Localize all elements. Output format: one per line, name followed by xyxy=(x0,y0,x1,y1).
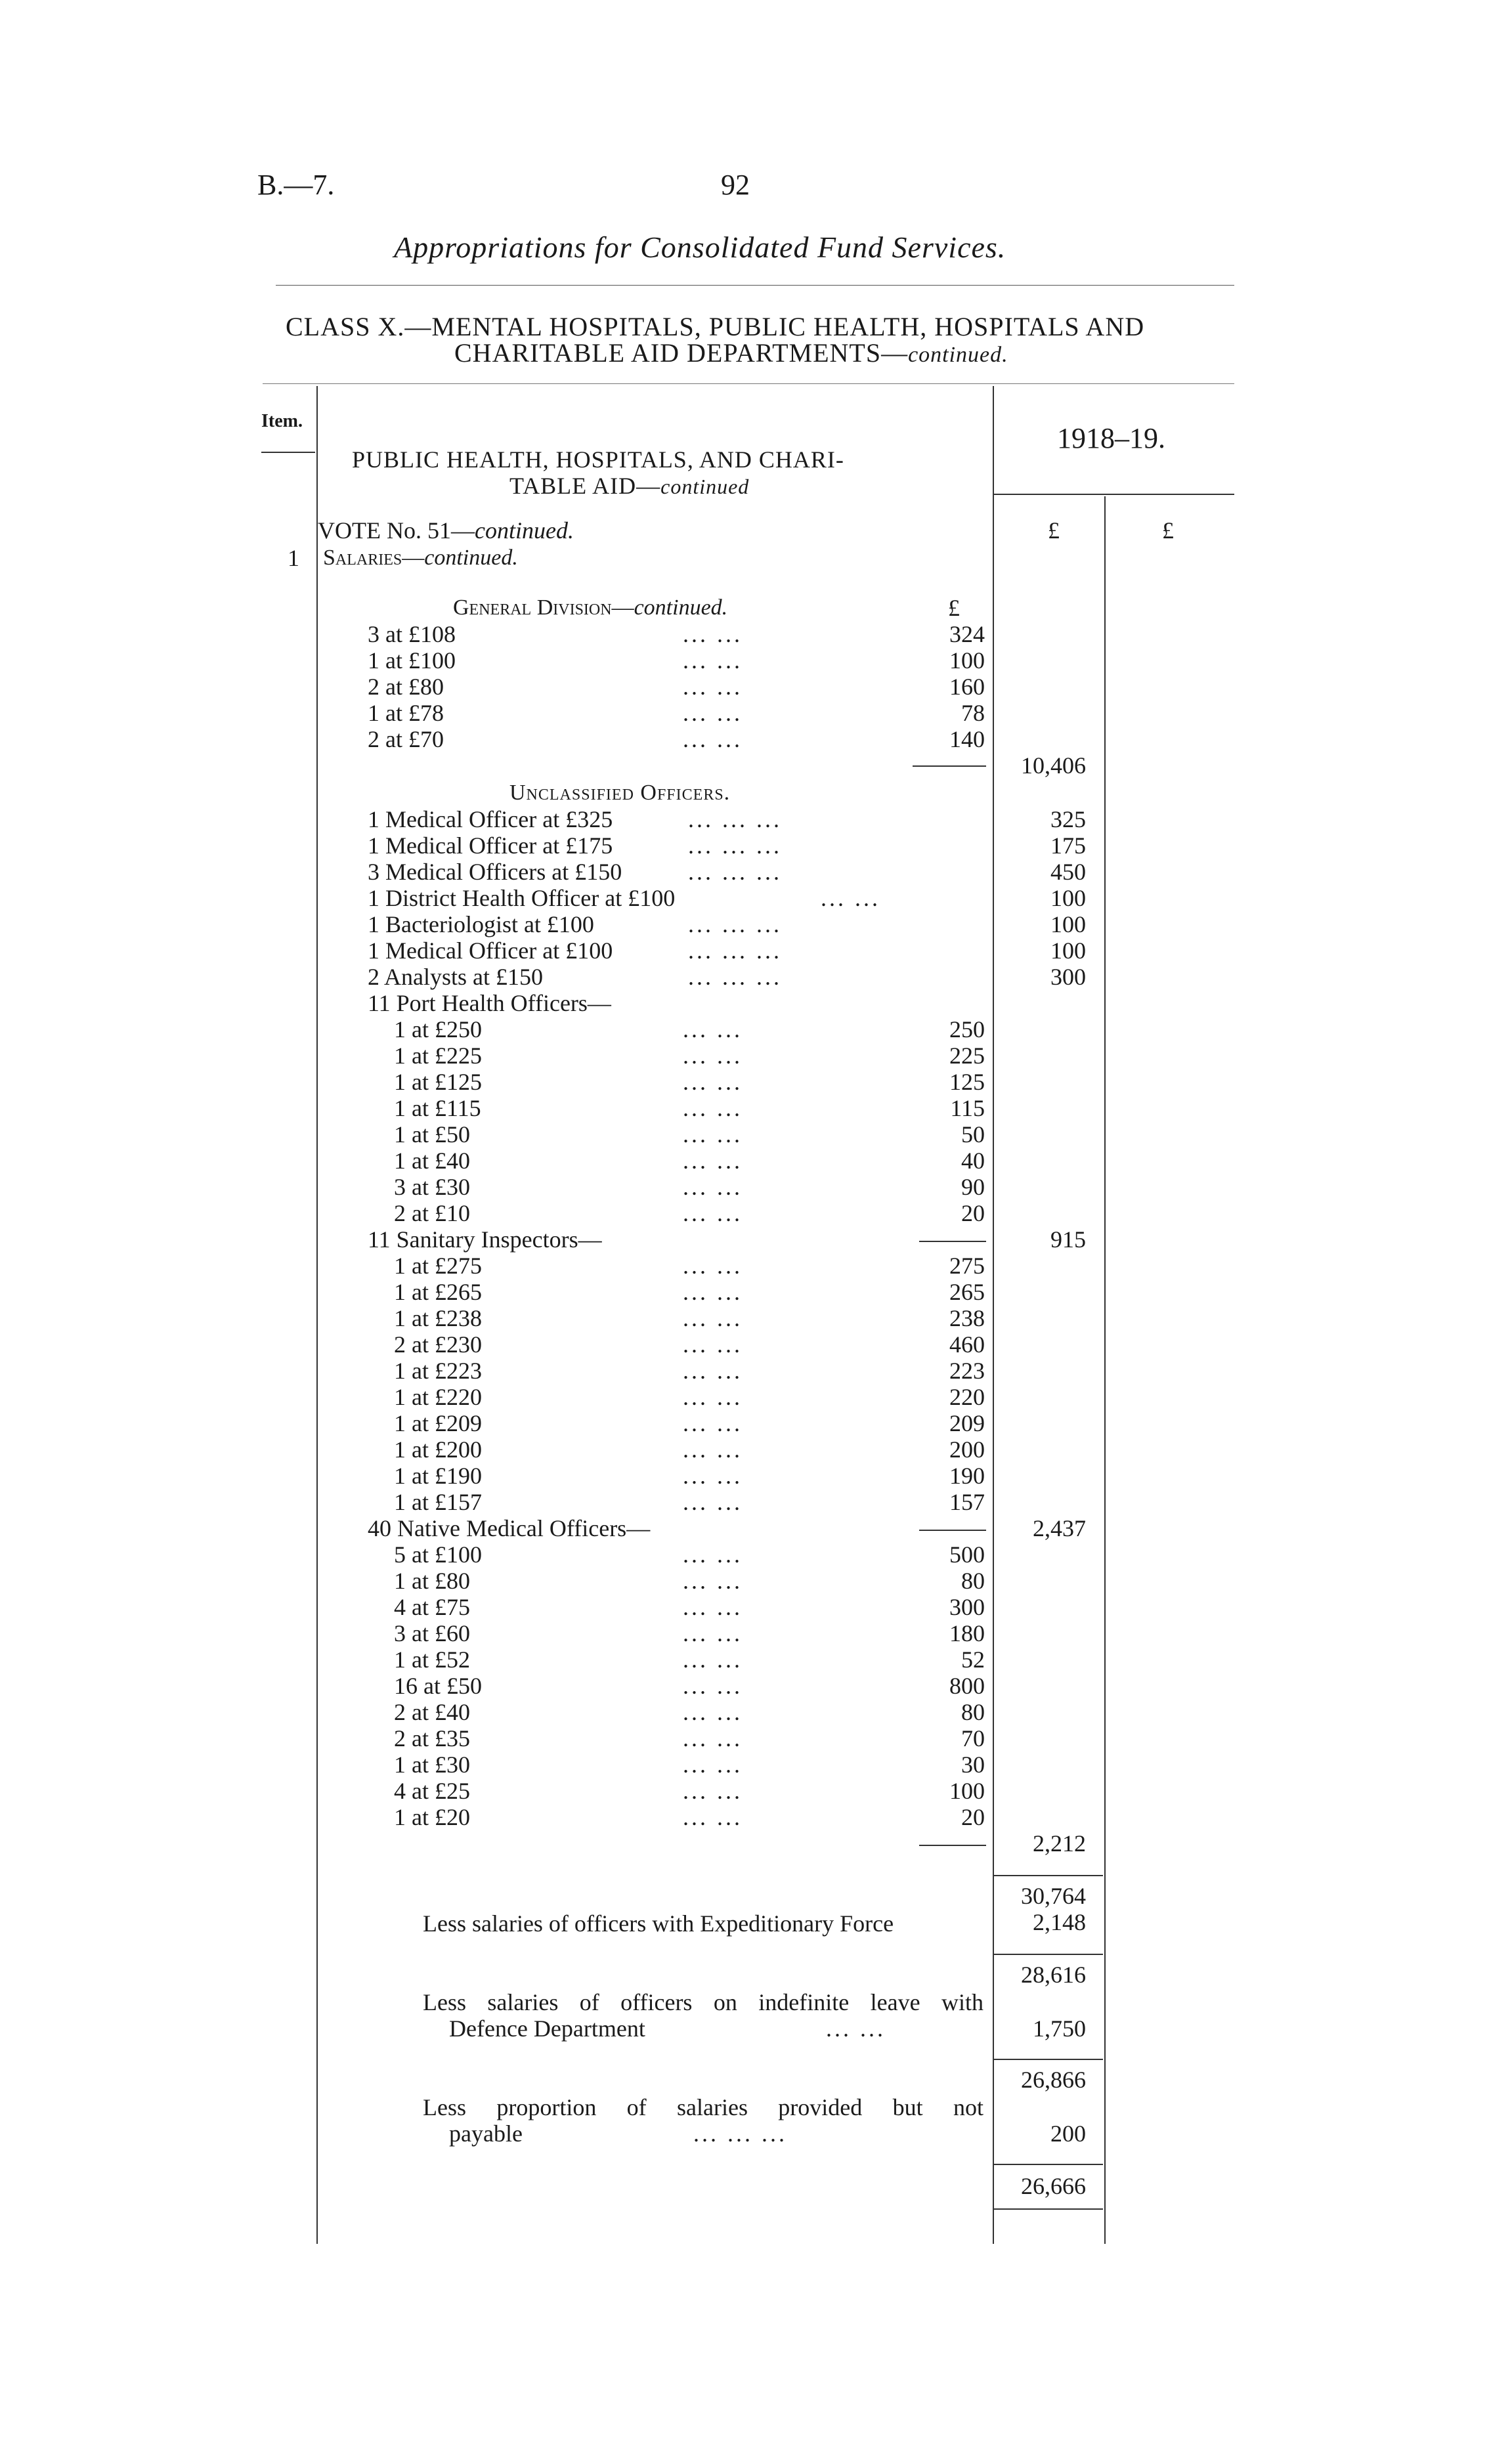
list-item: 2 at £10 ... ... 20 xyxy=(394,1200,985,1226)
sum-rule xyxy=(919,1241,986,1242)
sanitary-heading: 11 Sanitary Inspectors— xyxy=(368,1226,602,1253)
item-column-label: Item. xyxy=(261,411,303,431)
title-rule xyxy=(276,285,1234,286)
list-item: 2 Analysts at £150 ... ... ... 300 xyxy=(368,964,1086,990)
list-item: 1 at £209 ... ... 209 xyxy=(394,1410,985,1436)
list-item: 1 at £125 ... ... 125 xyxy=(394,1069,985,1095)
general-division-heading: General Division—continued. xyxy=(453,595,728,620)
less-proportion-label xyxy=(423,2094,983,2147)
less-expeditionary-label: Less salaries of officers with Expeditionary Force xyxy=(423,1910,894,1937)
list-item: 3 at £108 ... ... 324 xyxy=(368,621,985,647)
less-expeditionary-amount: 2,148 xyxy=(1033,1909,1086,1935)
table-top-rule xyxy=(263,383,1234,384)
list-item: 1 at £225 ... ... 225 xyxy=(394,1042,985,1069)
item-header-rule xyxy=(261,452,315,453)
sum-rule xyxy=(994,1875,1103,1876)
report-reference: B.—7. xyxy=(257,169,335,201)
total-column-rule xyxy=(1104,496,1106,2244)
general-division-pound: £ xyxy=(948,595,960,621)
salaries-heading: Salaries—continued. xyxy=(323,546,518,570)
list-item: 4 at £25 ... ... 100 xyxy=(394,1778,985,1804)
list-item: 2 at £80 ... ... 160 xyxy=(368,674,985,700)
vote-number: VOTE No. 51—continued. xyxy=(318,517,574,544)
list-item: 1 at £50 ... ... 50 xyxy=(394,1121,985,1148)
less-proportion-line1: Less proportion of salaries provided but not xyxy=(423,2094,983,2120)
sum-rule xyxy=(994,2164,1103,2165)
general-division-total: 10,406 xyxy=(1021,752,1086,779)
less-leave-label xyxy=(423,1989,983,2042)
native-medical-total: 2,212 xyxy=(1033,1830,1086,1857)
grand-total-rule xyxy=(994,2208,1103,2210)
list-item: 2 at £40 ... ... 80 xyxy=(394,1699,985,1725)
list-item: 1 at £78 ... ... 78 xyxy=(368,700,985,726)
list-item: 3 at £60 ... ... 180 xyxy=(394,1620,985,1646)
sum-rule xyxy=(919,1845,986,1846)
list-item: 1 at £157 ... ... 157 xyxy=(394,1489,985,1515)
native-medical-rows xyxy=(394,1541,985,1830)
list-item: 1 at £115 ... ... 115 xyxy=(394,1095,985,1121)
sanitary-total: 2,437 xyxy=(1033,1515,1086,1541)
list-item: 1 Medical Officer at £100 ... ... ... 100 xyxy=(368,937,1086,964)
list-item: 1 at £100 ... ... 100 xyxy=(368,647,985,674)
sum-rule xyxy=(994,2059,1103,2060)
sanitary-rows xyxy=(394,1253,985,1515)
amount-column-rule xyxy=(993,386,994,2244)
subtotal-before-expeditionary: 30,764 xyxy=(1021,1883,1086,1909)
list-item: 16 at £50 ... ... 800 xyxy=(394,1673,985,1699)
item-number: 1 xyxy=(288,545,299,571)
list-item: 1 Bacteriologist at £100 ... ... ... 100 xyxy=(368,911,1086,937)
general-division-rows xyxy=(368,621,985,752)
page-number: 92 xyxy=(721,169,750,201)
list-item: 1 at £220 ... ... 220 xyxy=(394,1384,985,1410)
native-medical-heading: 40 Native Medical Officers— xyxy=(368,1515,651,1541)
list-item: 1 at £250 ... ... 250 xyxy=(394,1016,985,1042)
year-header-rule xyxy=(994,494,1234,495)
list-item: 3 at £30 ... ... 90 xyxy=(394,1174,985,1200)
list-item: 1 Medical Officer at £325 ... ... ... 325 xyxy=(368,806,1086,832)
list-item: 4 at £75 ... ... 300 xyxy=(394,1594,985,1620)
list-item: 1 at £275 ... ... 275 xyxy=(394,1253,985,1279)
list-item: 1 Medical Officer at £175 ... ... ... 175 xyxy=(368,832,1086,859)
list-item: 1 at £52 ... ... 52 xyxy=(394,1646,985,1673)
list-item: 1 District Health Officer at £100 ... ... 100 xyxy=(368,885,1086,911)
list-item: 1 at £223 ... ... 223 xyxy=(394,1358,985,1384)
port-health-total: 915 xyxy=(1050,1226,1086,1253)
class-heading-line2: CHARITABLE AID DEPARTMENTS—continued. xyxy=(454,338,1008,368)
list-item: 1 at £20 ... ... 20 xyxy=(394,1804,985,1830)
pound-sign-total: £ xyxy=(1162,517,1174,544)
list-item: 1 at £30 ... ... 30 xyxy=(394,1752,985,1778)
department-heading-line2: TABLE AID—continued xyxy=(509,473,750,499)
less-leave-line1: Less salaries of officers on indefinite leave with xyxy=(423,1989,983,2015)
less-leave-amount: 1,750 xyxy=(1033,2015,1086,2042)
list-item: 1 at £238 ... ... 238 xyxy=(394,1305,985,1331)
port-health-heading: 11 Port Health Officers— xyxy=(368,990,611,1016)
list-item: 1 at £200 ... ... 200 xyxy=(394,1436,985,1463)
page-title: Appropriations for Consolidated Fund Services. xyxy=(394,230,1006,264)
fiscal-year: 1918–19. xyxy=(1057,422,1165,454)
subtotal-before-proportion: 26,866 xyxy=(1021,2067,1086,2093)
department-heading-line1: PUBLIC HEALTH, HOSPITALS, AND CHARI- xyxy=(352,446,844,473)
less-proportion-amount: 200 xyxy=(1050,2120,1086,2147)
list-item: 2 at £230 ... ... 460 xyxy=(394,1331,985,1358)
unclassified-rows xyxy=(368,806,1086,990)
item-column-rule xyxy=(316,386,318,2244)
list-item: 1 at £40 ... ... 40 xyxy=(394,1148,985,1174)
class-heading-line1: CLASS X.—MENTAL HOSPITALS, PUBLIC HEALTH, HOSPITALS AND xyxy=(286,312,1145,341)
sum-rule xyxy=(919,1530,986,1531)
subtotal-before-leave: 28,616 xyxy=(1021,1962,1086,1988)
list-item: 2 at £70 ... ... 140 xyxy=(368,726,985,752)
list-item: 2 at £35 ... ... 70 xyxy=(394,1725,985,1752)
list-item: 3 Medical Officers at £150 ... ... ... 450 xyxy=(368,859,1086,885)
sum-rule xyxy=(994,1954,1103,1955)
sum-rule xyxy=(913,765,986,767)
list-item: 5 at £100 ... ... 500 xyxy=(394,1541,985,1568)
grand-total: 26,666 xyxy=(1021,2173,1086,2199)
pound-sign-subtotal: £ xyxy=(1048,517,1060,544)
less-leave-line2: Defence Department ... ... xyxy=(449,2015,886,2042)
list-item: 1 at £190 ... ... 190 xyxy=(394,1463,985,1489)
list-item: 1 at £265 ... ... 265 xyxy=(394,1279,985,1305)
less-proportion-line2: payable ... ... ... xyxy=(449,2120,787,2147)
list-item: 1 at £80 ... ... 80 xyxy=(394,1568,985,1594)
port-health-rows xyxy=(394,1016,985,1226)
unclassified-heading: Unclassified Officers. xyxy=(509,781,731,805)
